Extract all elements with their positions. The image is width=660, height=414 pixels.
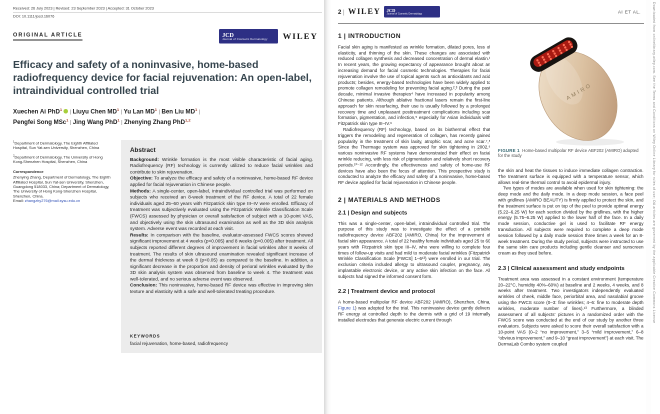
figure-1-link[interactable]: Figure 1 [338, 305, 355, 311]
correspondence-label: Correspondence [13, 169, 44, 174]
article-meta [13, 6, 322, 26]
author-affiliation-sup: 1 [66, 117, 69, 123]
abstract-background: Background: Wrinkle formation is the most visible characteristic of facial aging. Radiofrequency (RF) technology is currently utilized to reduce facial wrinkles and contribute to skin rejuvenation. [130, 156, 313, 175]
subsection-heading-2-3: 2.3 | Clinical assessment and study endpoints [498, 264, 626, 272]
page-2 [331, 0, 646, 414]
title-line: Efficacy and safety of a noninvasive, home-based [13, 60, 259, 71]
journal-monogram: JCD [386, 7, 396, 13]
journal-logo[interactable] [219, 29, 278, 44]
intro-paragraph: Facial skin aging is manifested as wrinkle formation, dilated pores, loss of elasticity, and thinning of the skin. These changes are associated with reduced collagen synthesis and decreased concentration of dermal elastin.¹ In recent years, the growing expectancy of appearance brought about an increasing demand for facial cosmetic technologies. Therapies for facial rejuvenation involve the use of topical agents such as antioxidants and acid products; besides, energy-based technologies have been widely applied to promote collagen remodeling for preventing facial aging.²,³ During the past decade, minimal invasive therapies⁴ have increased in popularity among Chinese patients. Although ablative fractional lasers remain the first-line approach for skin resurfacing, their use is usually followed by a prolonged recovery time and unpleasant posttreatment complications including scar formation, pigmentation, and infection,⁵ especially for Asian individuals with Fitzpatrick skin type III–IV.⁶ [338, 44, 491, 127]
journal-name: Journal of Cosmetic Dermatology [222, 37, 268, 41]
received-revised-accepted: Received: 26 July 2023 | Revised: 23 September 2023 | Accepted: 31 October 2023 [13, 6, 322, 13]
device-paragraph: A home-based multipolar RF device ABF202 (AMIRO), Shenzhen, China, Figure 1) was adopted for the trial. This noninvasive device gently delivers RF energy at controlled depth to the dermis with a grid of 19 internally installed electrodes that generate electric current through [338, 299, 491, 323]
correspondence-text: Zhenying Zhang, Department of Dermatology, The Eighth Affiliated Hospital, Sun Yat-sen University, Shenzhen, Guangdong 518033, China; Department of Dermatology, The University of Hong Kong-Shenzhen Hospital, Shenzhen, China. [13, 175, 111, 199]
author-affiliation-sup: 1 [116, 107, 120, 112]
journal-logo[interactable] [384, 6, 440, 18]
author[interactable]: Xuechen Ai PhD$^1$ [13, 108, 68, 115]
subsection-heading-2-2: 2.2 | Treatment device and protocol [338, 288, 435, 295]
figure-1-image [498, 35, 644, 147]
device-brand-text: AMIRO [566, 82, 594, 102]
page-1 [0, 0, 324, 414]
affiliation: $^1$Department of Dermatology, The Eighth Affiliated Hospital, Sun Yat-sen University, Shenzhen, China [13, 140, 100, 150]
keywords-section [130, 333, 313, 349]
page-number: 2 | [338, 8, 345, 15]
text-column-left [338, 29, 490, 413]
header-rule [338, 23, 644, 24]
author[interactable]: | Jing Wang PhD$^1$ [68, 118, 119, 125]
article-type-label: ORIGINAL ARTICLE [13, 32, 83, 41]
author-affiliation-sup: 1,2 [185, 117, 191, 123]
modes-paragraph: Two types of modes are available when used for skin tightening: the deep mode and the daily mode. In a deep mode session, a face peel with gridlines (AMIRO BEAUTY) is firmly applied to protect the skin, and the treatment surface is put on top of the peel to provide optimal energy (5.22–6.25 W) for each section divided by the gridlines, with the higher energy (5.75–6.25 W) applied to the lower half of the face. In a daily mode session, conductive gel is used to facilitate RF energy transduction. All subjects were required to complete a deep mode session followed by a daily mode session three times a week for an 8-week treatment. During the study period, subjects were instructed to use the same skin care products including gentle cleanser and sunscreen cream as they used before. [498, 185, 644, 256]
abstract-methods: Methods: A single-center, open-label, intraindividual controlled trial was performed on subjects who received an 8-week treatment of the RF device. A total of 22 female individuals aged 25–60 years with Fitzpatrick skin type III–IV were enrolled. Efficacy of treatment was subjectively evaluated using the Fitzpatrick Wrinkle Classification Scale (FWCS) assessed by physician or overall satisfaction of subject with a 10-point VAS, and objectively using the skin ultrasound examination as well as the 3D skin analysis system. Adverse event was recorded at each visit. [130, 187, 313, 232]
section-heading-introduction: 1 | INTRODUCTION [338, 32, 401, 40]
author-affiliation-sup: 1 [154, 107, 158, 112]
figure-caption-text: Home-based multipolar RF device ABF202 (AMIRO) adopted for the study [498, 148, 640, 159]
journal-name: Journal of Cosmetic Dermatology [386, 12, 423, 16]
wiley-logo: WILEY [348, 7, 381, 16]
author[interactable]: Pengfei Song MSc$^1$ [13, 117, 69, 126]
doi[interactable]: DOI: 10.1111/jocd.16076 [13, 14, 55, 19]
author-affiliation-sup: 1 [117, 117, 120, 123]
page-title [13, 59, 317, 98]
journal-monogram: JCD [222, 31, 234, 39]
title-line: radiofrequency device for facial rejuvenation: An open-label, [13, 73, 312, 84]
device-paragraph-continued: the skin and heat the tissues to induce immediate collagen contraction. The treatment surface is equipped with a temperature sensor, which allows real-time thermal control to avoid epidermal injury. [498, 168, 644, 185]
author-list [13, 106, 322, 127]
author[interactable]: | Ben Liu $MD^1$ [157, 108, 197, 115]
affiliations-column [13, 140, 113, 380]
figure-label: FIGURE 1 [498, 148, 521, 153]
text-column-right [498, 29, 644, 413]
title-line: intraindividual controlled trial [13, 86, 160, 97]
email-link[interactable]: zhangzhy276@mail.sysu.edu.cn [24, 198, 81, 204]
author-affiliation-sup: 1 [59, 107, 63, 112]
intro-paragraph: Radiofrequency (RF) technology, based on its biothermal effect that triggers the remodeling and regeneration of collagen, has recently gained popularity in the treatment of skin laxity, atrophic scar, and acne scar.⁷,⁸ Since the Thermage system was approved for skin tightening in 2002,⁹ various noninvasive RF systems have demonstrated their effect on facial wrinkle reducing, with less risk of pigmentation and relatively short recovery periods.¹⁰⁻¹² Accordingly, the effectiveness and safety of home-use RF devices have also been the focus of attention. This prospective study is conducted to analyze the efficacy and safety of a noninvasive, home-based RF device applied for facial rejuvenation in Chinese people. [338, 126, 491, 186]
correspondence-email: Email: zhangzhy276@mail.sysu.edu.cn [13, 198, 81, 204]
author[interactable]: | Zhenying Zhang PhD$^{1,2}$ [120, 118, 191, 125]
affiliation: $^2$Department of Dermatology, The University of Hong Kong-Shenzhen Hospital, Shenzhen, China [13, 154, 103, 165]
keywords-label: KEYWORDS [130, 333, 161, 339]
keywords-list: facial rejuvenation, home-based, radiofrequency [130, 340, 229, 346]
section-heading-methods: 2 | MATERIALS AND METHODS [338, 195, 441, 204]
running-head-authors: AI ET AL. [618, 9, 641, 15]
sidebar-vertical-text: Downloaded from onlinelibrary.wiley.com. See the Terms and Conditions on Wiley Online Library for rules of use; OA articles are governed by the applicable Creative Commons License [652, 2, 656, 324]
author-affiliation-sup: 1 [195, 107, 198, 112]
journal-brand [219, 29, 318, 44]
author[interactable]: | Liuyu Chen $MD^1$ [68, 108, 119, 115]
wiley-logo: WILEY [282, 31, 318, 41]
abstract-results: Results: In comparison with the baseline, evaluator-assessed FWCS scores showed significant improvement at 4 weeks (p<0.005) and 8 weeks (p<0.005) after treatment. All subjects reported different degrees of improvement in facial wrinkles after 8 weeks of treatment. The results of skin ultrasound examination revealed significant increase of the dermal thickness at week 8 (p<0.05) as compared to the baseline. In addition, a significant decrease in the proportion and density of perioral wrinkles evaluated by the 3D skin analysis system was observed from baseline to week 4. The treatment was well-tolerated, and no serious adverse event was observed. [130, 231, 313, 282]
subsection-heading-2-1: 2.1 | Design and subjects [338, 209, 408, 216]
abstract-box [121, 140, 322, 353]
abstract-heading: Abstract [130, 146, 156, 154]
abstract-conclusion: Conclusion: This noninvasive, home-based RF device was effective in improving skin texture and elasticity with a safe and well-tolerated treating procedure. [130, 282, 313, 295]
author[interactable]: | Yu Lan $MD^1$ [119, 108, 157, 115]
page-gutter [324, 0, 330, 414]
abstract-objective: Objective: To analyze the efficacy and safety of a noninvasive, home-based RF device applied for facial rejuvenation in Chinese people. [130, 175, 313, 187]
wiley-license-sidebar [651, 0, 660, 414]
article-type-row [13, 29, 322, 48]
assessment-paragraph: Treatment area was assessed in a constant environment (temperature 20–22°C, humidity 40%–60%) at baseline and 2 weeks, 4 weeks, and 8 weeks after treatment. Two investigators independently evaluated wrinkles of cheek, middle face, periorbital area, and nasolabial groove using the FWCS score (0–3: fine wrinkles; 4–6: fine to moderate depth wrinkles, moderate number of lines).¹³ Furthermore, a blinded assessment of all subjects’ pictures in a randomized order with the FWCS score was conducted at the end of our study by another three evaluators. Subjects were asked to score their overall satisfaction with a 10-point VAS (0–2 “no improvement,” 3–5 “mild improvement,” 6–8 “obvious improvement,” and 9–10 “great improvement”) at each visit. The DermaLab Combo system coupled [498, 276, 644, 347]
running-header [338, 6, 644, 21]
methods-paragraph: This was a single-center, open-label, intraindividual controlled trial. The purpose of this study was to investigate the effect of a portable radiofrequency device ABF202 (AMIRO, China) for the improvement of facial skin appearance. A total of 22 healthy female individuals aged 25 to 60 years with Fitzpatrick skin type III–IV, who were willing to complete four times of follow-up visits and had mild to moderate facial wrinkles (Fitzpatrick Wrinkle Classification Scale [FWCS] 1–6¹³) were enrolled in our trial. The exclusion criteria included allergy to ultrasound coupler, pregnancy, any implantable electronic device, or any active skin infection on the face. All subjects had signed the informed consent form. [338, 220, 491, 279]
figure-1-caption [498, 148, 644, 163]
